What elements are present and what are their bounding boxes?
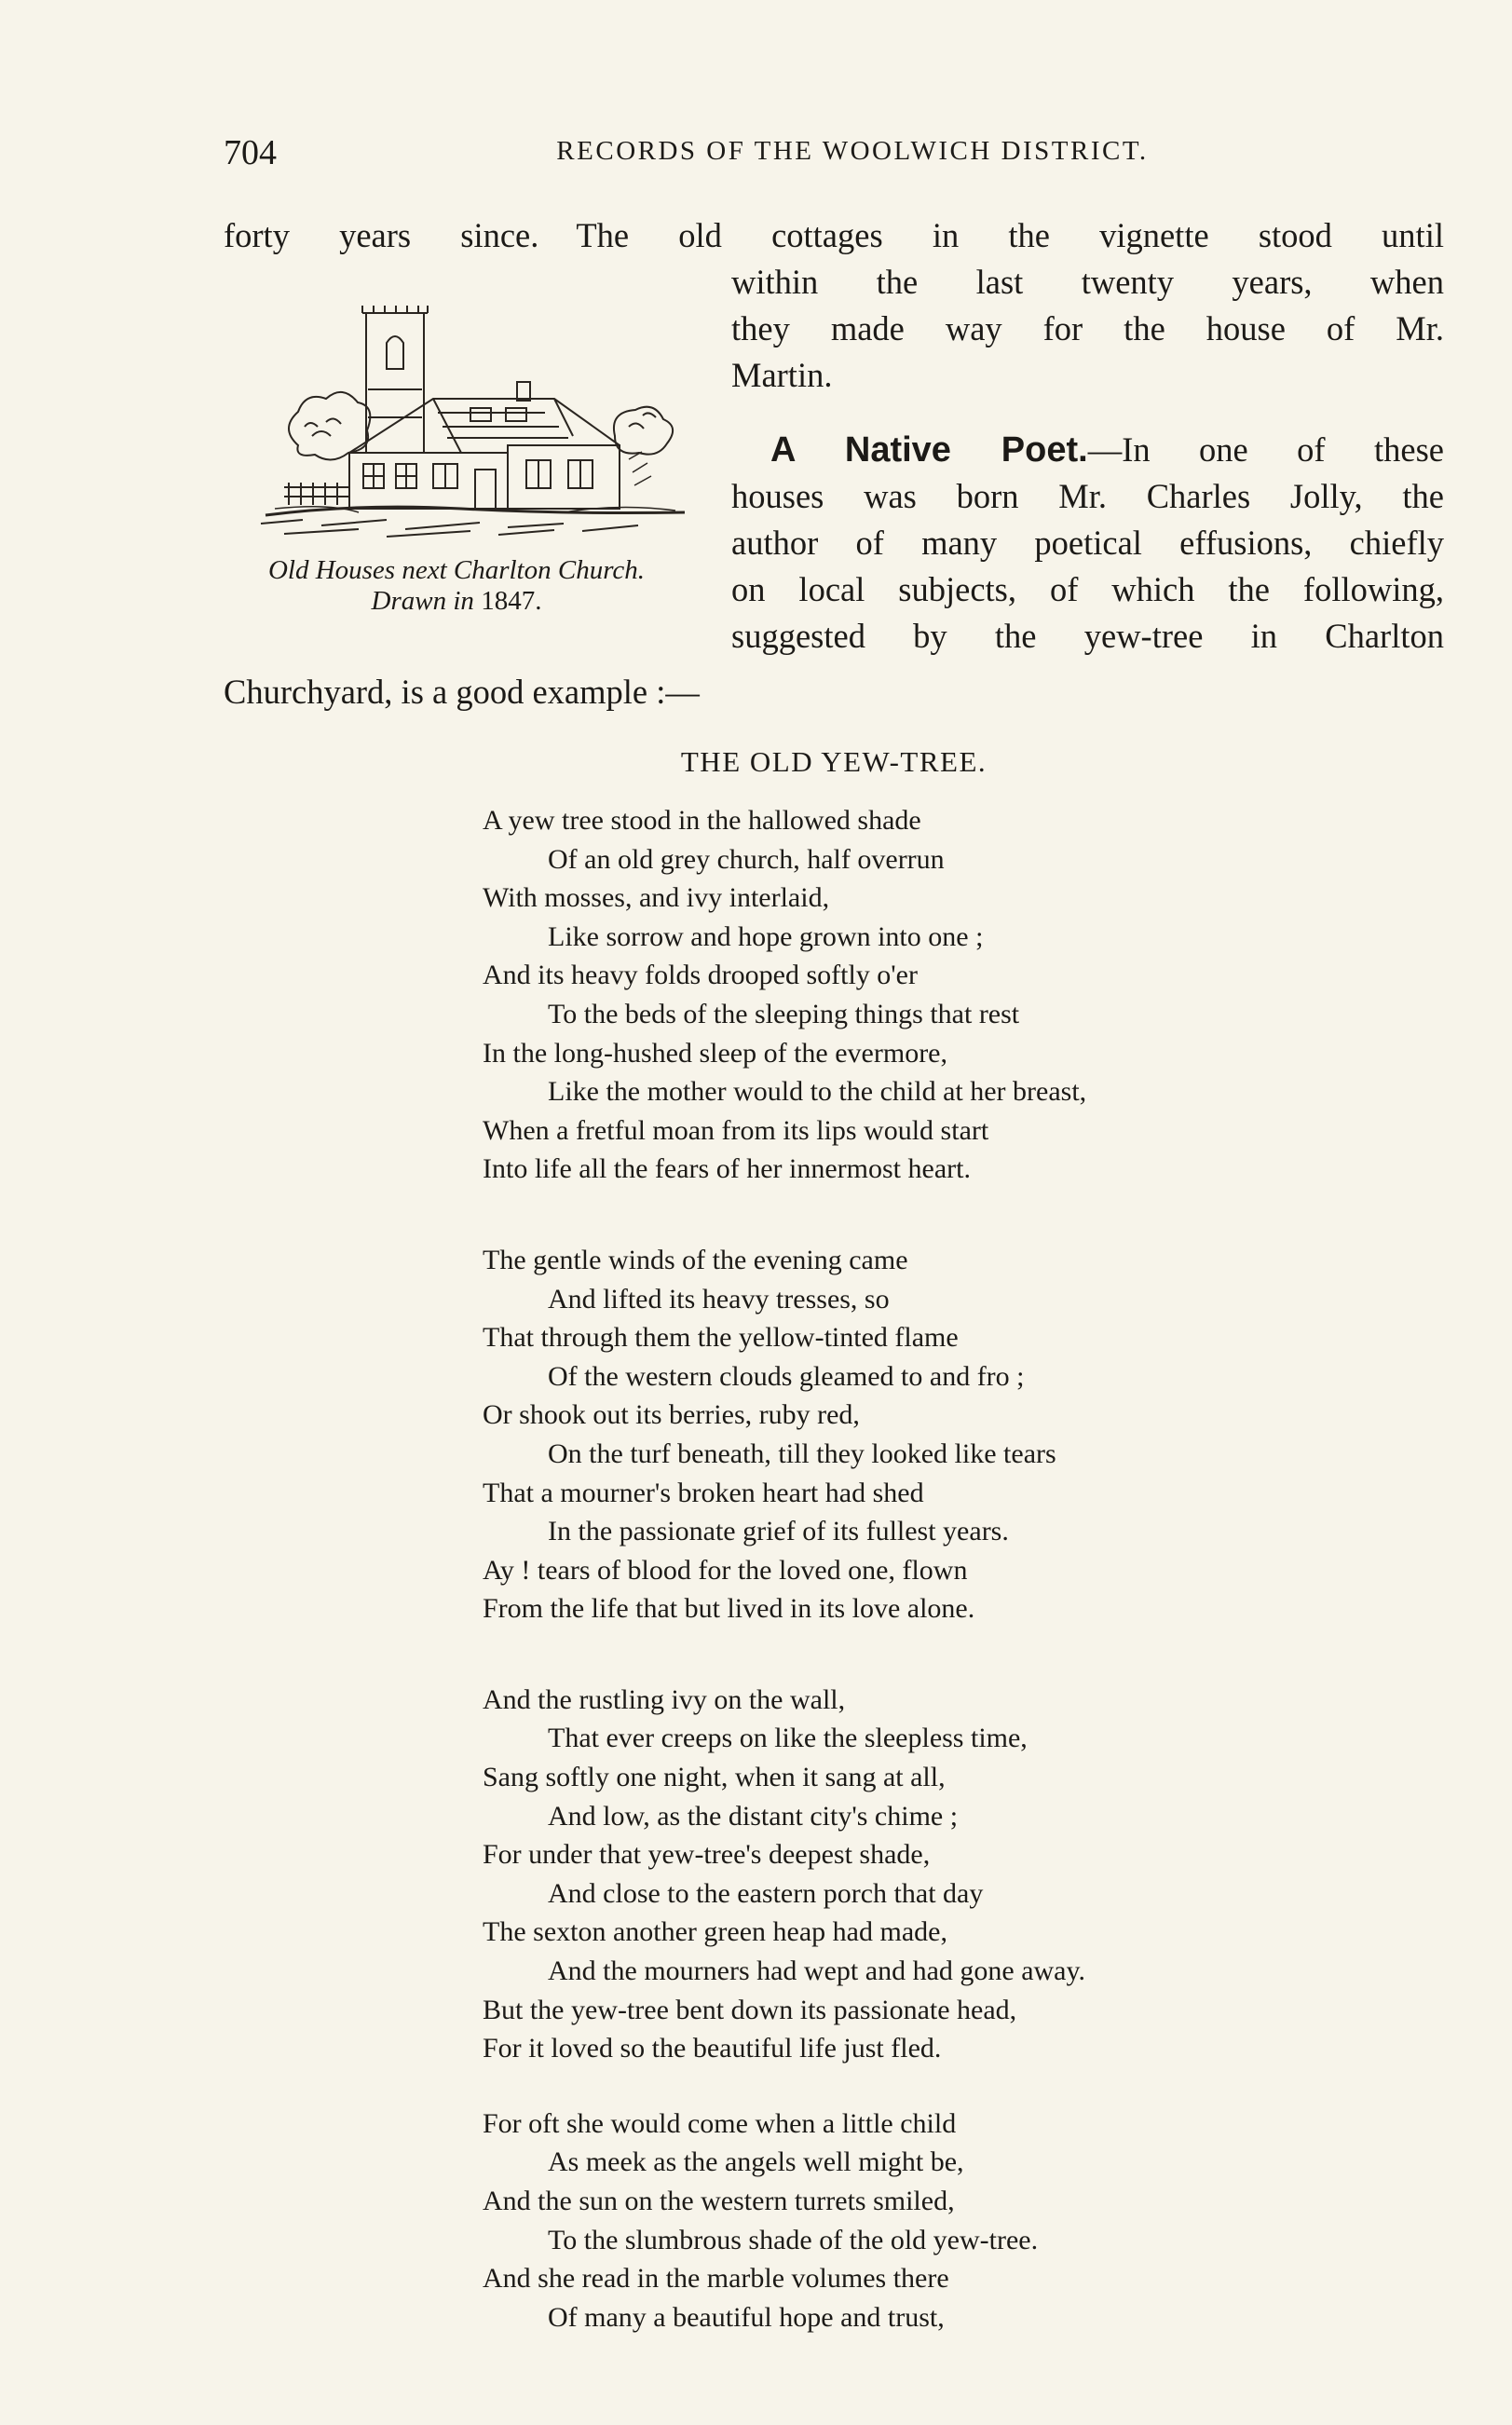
page-header	[224, 132, 1444, 179]
intro-wrap-line: they made way for the house of Mr.	[731, 309, 1444, 347]
verse-line: Like the mother would to the child at her breast,	[548, 1076, 1087, 1108]
verse-line: Sang softly one night, when it sang at all,	[483, 1762, 946, 1793]
verse-line: The sexton another green heap had made,	[483, 1916, 947, 1948]
verse-line: That a mourner's broken heart had shed	[483, 1477, 924, 1508]
verse-line: And she read in the marble volumes there	[483, 2263, 949, 2295]
verse-line: For under that yew-tree's deepest shade,	[483, 1839, 931, 1871]
section-heading: A Native Poet.	[770, 430, 1088, 470]
intro-wrap-line: within the last twenty years, when	[731, 263, 1444, 301]
verse-line: And lifted its heavy tresses, so	[548, 1283, 890, 1315]
vignette-engraving	[247, 296, 694, 548]
verse-line: Or shook out its berries, ruby red,	[483, 1399, 860, 1431]
caption-line-2-italic: Drawn in	[371, 586, 474, 616]
intro-wrap-line: Martin.	[731, 356, 833, 394]
verse-line: As meek as the angels well might be,	[548, 2146, 964, 2178]
verse-line: Of many a beautiful hope and trust,	[548, 2301, 945, 2333]
intro-first-line	[224, 212, 1444, 259]
verse-line: Like sorrow and hope grown into one ;	[548, 920, 984, 952]
verse-line: The gentle winds of the evening came	[483, 1244, 908, 1275]
verse-line: In the long-hushed sleep of the evermore,	[483, 1037, 947, 1069]
vignette-caption	[224, 555, 689, 617]
verse-line: But the yew-tree bent down its passionate head,	[483, 1994, 1017, 2025]
verse-line: On the turf beneath, till they looked like tears	[548, 1437, 1056, 1469]
verse-line: And close to the eastern porch that day	[548, 1877, 984, 1909]
poet-section	[731, 427, 1444, 660]
caption-year: 1847.	[481, 586, 542, 616]
verse-line: Ay ! tears of blood for the loved one, flown	[483, 1554, 968, 1586]
poet-wrap-line: houses was born Mr. Charles Jolly, the	[731, 477, 1444, 515]
poet-full-line: Churchyard, is a good example :—	[224, 673, 700, 711]
verse-line: And the sun on the western turrets smiled,	[483, 2186, 955, 2216]
stanza-1	[483, 801, 1433, 1189]
verse-line: From the life that but lived in its love alone.	[483, 1593, 975, 1625]
verse-line: Into life all the fears of her innermost heart.	[483, 1153, 971, 1185]
verse-line: That through them the yellow-tinted flame	[483, 1322, 959, 1354]
verse-line: Of an old grey church, half overrun	[548, 843, 945, 875]
intro-line-a: forty years since.	[224, 216, 539, 254]
poem-body	[483, 801, 1433, 2336]
poet-first-line	[731, 427, 1444, 473]
verse-line: For oft she would come when a little child	[483, 2107, 957, 2139]
stanza-2	[483, 1241, 1433, 1628]
verse-line: That ever creeps on like the sleepless time,	[548, 1723, 1028, 1754]
verse-line: Of the western clouds gleamed to and fro ;	[548, 1360, 1025, 1392]
verse-line: And the mourners had wept and had gone away.	[548, 1955, 1086, 1987]
poet-first-line-rest: —In one of these	[1087, 430, 1444, 469]
page-number: 704	[224, 133, 277, 172]
verse-line: A yew tree stood in the hallowed shade	[483, 805, 921, 836]
stanza-3	[483, 1681, 1433, 2068]
verse-line: And low, as the distant city's chime ;	[548, 1800, 959, 1832]
intro-line-b: The old cottages in the vignette stood until	[576, 216, 1444, 254]
verse-line: To the beds of the sleeping things that rest	[548, 998, 1020, 1029]
verse-line: For it loved so the beautiful life just fled.	[483, 2033, 942, 2064]
running-head: RECORDS OF THE WOOLWICH DISTRICT.	[556, 136, 1149, 166]
verse-line: And its heavy folds drooped softly o'er	[483, 960, 918, 991]
verse-line: With mosses, and ivy interlaid,	[483, 882, 830, 914]
poet-wrap-line: on local subjects, of which the following,	[731, 570, 1444, 608]
verse-line: When a fretful moan from its lips would start	[483, 1114, 989, 1146]
verse-line: To the slumbrous shade of the old yew-tree.	[548, 2224, 1039, 2255]
verse-line: In the passionate grief of its fullest years.	[548, 1516, 1009, 1547]
poem-title: THE OLD YEW-TREE.	[680, 745, 988, 778]
poet-wrap-line: suggested by the yew-tree in Charlton	[731, 617, 1444, 655]
poet-wrap-line: author of many poetical effusions, chiefly	[731, 524, 1444, 562]
caption-line-1: Old Houses next Charlton Church.	[267, 555, 646, 585]
stanza-4	[483, 2105, 1433, 2337]
intro-wrap-text	[731, 259, 1444, 399]
verse-line: And the rustling ivy on the wall,	[483, 1683, 846, 1715]
